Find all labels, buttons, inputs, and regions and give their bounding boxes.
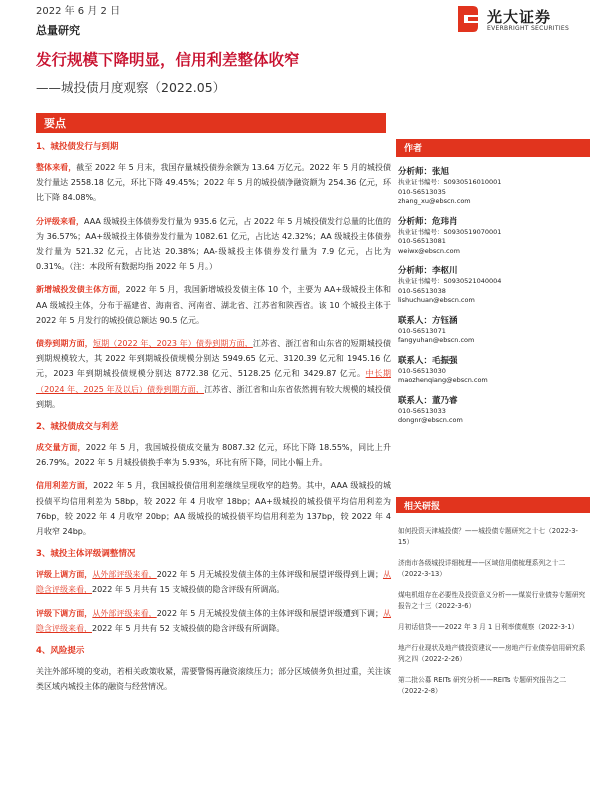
related-report-link[interactable]: 地产行业现状及地产债投资建议——房地产行业债券信用研究系列之四（2022-2-26） (398, 644, 586, 663)
logo-english-name: EVERBRIGHT SECURITIES (487, 25, 570, 32)
paragraph: 关注外部环境的变动，若相关政策收紧，需要警惕再融资滚续压力；部分区域债务负担过重，关注该类区域内城投主体的融资与经营情况。 (36, 667, 391, 692)
authors-band (396, 139, 590, 157)
related-report-link[interactable]: 煤电机组存在必要性及投资意义分析——煤炭行业债券专题研究报告之十三（2022-3-6） (398, 591, 586, 610)
summary-label: 要点 (44, 117, 66, 130)
related-reports-band (396, 497, 590, 513)
analyst-list (398, 166, 590, 435)
paragraph: 新增城投发债主体方面，2022 年 5 月，我国新增城投发债主体 10 个，主要为 AA+级城投主体和 AA 级城投主体，分布于福建省、海南省、河南省、湖北省、江苏省和陕西省。该 10 个城投主体于 2022 年 5 月发行的城投债总额达 90.5 亿元。 (36, 285, 391, 325)
paragraph: 评级上调方面，从外部评级来看，2022 年 5 月无城投发债主体的主体评级和展望评级得到上调；从隐含评级来看，2022 年 5 月共有 15 支城投债的隐含评级有所调高。 (36, 570, 392, 595)
report-subtitle: ——城投债月度观察（2022.05） (36, 80, 226, 95)
authors-label: 作者 (404, 144, 423, 154)
related-report-link[interactable]: 济南市各级城投详细梳理——区域信用债梳理系列之十二（2022-3-13） (398, 559, 566, 578)
everbright-logo-mark-icon (455, 4, 481, 34)
analyst-card: 分析师：李枢川 执业证书编号：S0930521040004 010-56513038 lishuchuan@ebscn.com (398, 266, 502, 304)
paragraph: 整体来看，截至 2022 年 5 月末，我国存量城投债券余额为 13.64 万亿元。2022 年 5 月的城投债发行量达 2558.18 亿元，环比下降 49.45%；2022 年 5 月的城投债净融资额为 254.36 亿元，环比下降 84.08%。 (36, 163, 392, 203)
section-heading: 1、城投债发行与到期 (36, 142, 119, 152)
summary-body (36, 140, 391, 702)
section-heading: 4、风险提示 (36, 646, 85, 657)
report-title: 发行规模下降明显，信用利差整体收窄 (36, 51, 300, 69)
paragraph: 评级下调方面，从外部评级来看，2022 年 5 月无城投发债主体的主体评级和展望评级遭到下调；从隐含评级来看，2022 年 5 月共有 52 支城投债的隐含评级有所调降。 (36, 608, 392, 633)
contact-card: 联系人：方钰涵 010-56513071 fangyuhan@ebscn.com (398, 315, 475, 344)
report-category: 总量研究 (36, 24, 80, 37)
paragraph: 债券到期方面，短期（2022 年、2023 年）债券到期方面，江苏省、浙江省和山东省的短期城投债到期规模较大，其 2022 年到期城投债规模分别达 5949.65 亿元、3120.39 亿元和 1945.16 亿元，2023 年到期城投债规模分别达 8772.38 亿元、5128.25 亿元和 3429.87 亿元。中长期（2024 年、2025 年及以后）债券到期方面，江苏省、浙江省和山东省依然拥有较大规模的城投债到期。 (36, 339, 392, 409)
related-report-link[interactable]: 如何投资天津城投债？——城投债专题研究之十七（2022-3-15） (398, 527, 578, 546)
section-heading: 3、城投主体评级调整情况 (36, 549, 136, 560)
related-report-link[interactable]: 第二批公募 REITs 研究分析——REITs 专题研究报告之二（2022-2-8） (398, 676, 567, 695)
paragraph: 成交量方面，2022 年 5 月，我国城投债成交量为 8087.32 亿元，环比下降 18.55%，同比上升 26.79%。2022 年 5 月城投债换手率为 5.93%，环比有所下降，同比小幅上升。 (36, 443, 392, 468)
everbright-logo (455, 4, 590, 38)
contact-card: 联系人：董乃睿 010-56513033 dongnr@ebscn.com (398, 395, 463, 424)
summary-band (36, 113, 386, 133)
paragraph: 信用利差方面，2022 年 5 月，我国城投债信用利差继续呈现收窄的趋势。其中，AAA 级城投的城投债平均信用利差为 58bp，较 2022 年 4 月收窄 18bp；AA+级城投的城投债平均信用利差为 76bp，较 2022 年 4 月收窄 20bp；AA 级城投的城投债平均信用利差为 137bp，较 2022 年 4 月收窄 24bp。 (36, 481, 391, 537)
related-report-link[interactable]: 月初话信贷——2022 年 3 月 1 日利率债观察（2022-3-1） (398, 623, 579, 631)
contact-card: 联系人：毛振强 010-56513030 maozhenqiang@ebscn.com (398, 355, 488, 384)
report-date: 2022 年 6 月 2 日 (36, 6, 121, 17)
analyst-card: 分析师：危玮肖 执业证书编号：S0930519070001 010-56513081 weiwx@ebscn.com (398, 216, 502, 255)
paragraph: 分评级来看，AAA 级城投主体债券发行量为 935.6 亿元，占 2022 年 5 月城投债发行总量的比值的为 36.57%；AA+级城投主体债券发行量为 1082.61 亿元，占比达 42.32%；AA 级城投主体债券发行量为 521.32 亿元，占比达 20.38%；AA-级城投主体债券发行量为 7.9 亿元，占比为 0.31%。（注：本段所有数据均指 2022 年 5 月。） (36, 216, 392, 272)
related-reports-list (398, 526, 588, 707)
related-reports-label: 相关研报 (404, 502, 441, 512)
analyst-card: 分析师：张旭 执业证书编号：S0930516010001 010-56513035 zhang_xu@ebscn.com (398, 167, 502, 205)
section-heading: 2、城投债成交与利差 (36, 422, 119, 433)
logo-chinese-name: 光大证券 (487, 8, 552, 26)
